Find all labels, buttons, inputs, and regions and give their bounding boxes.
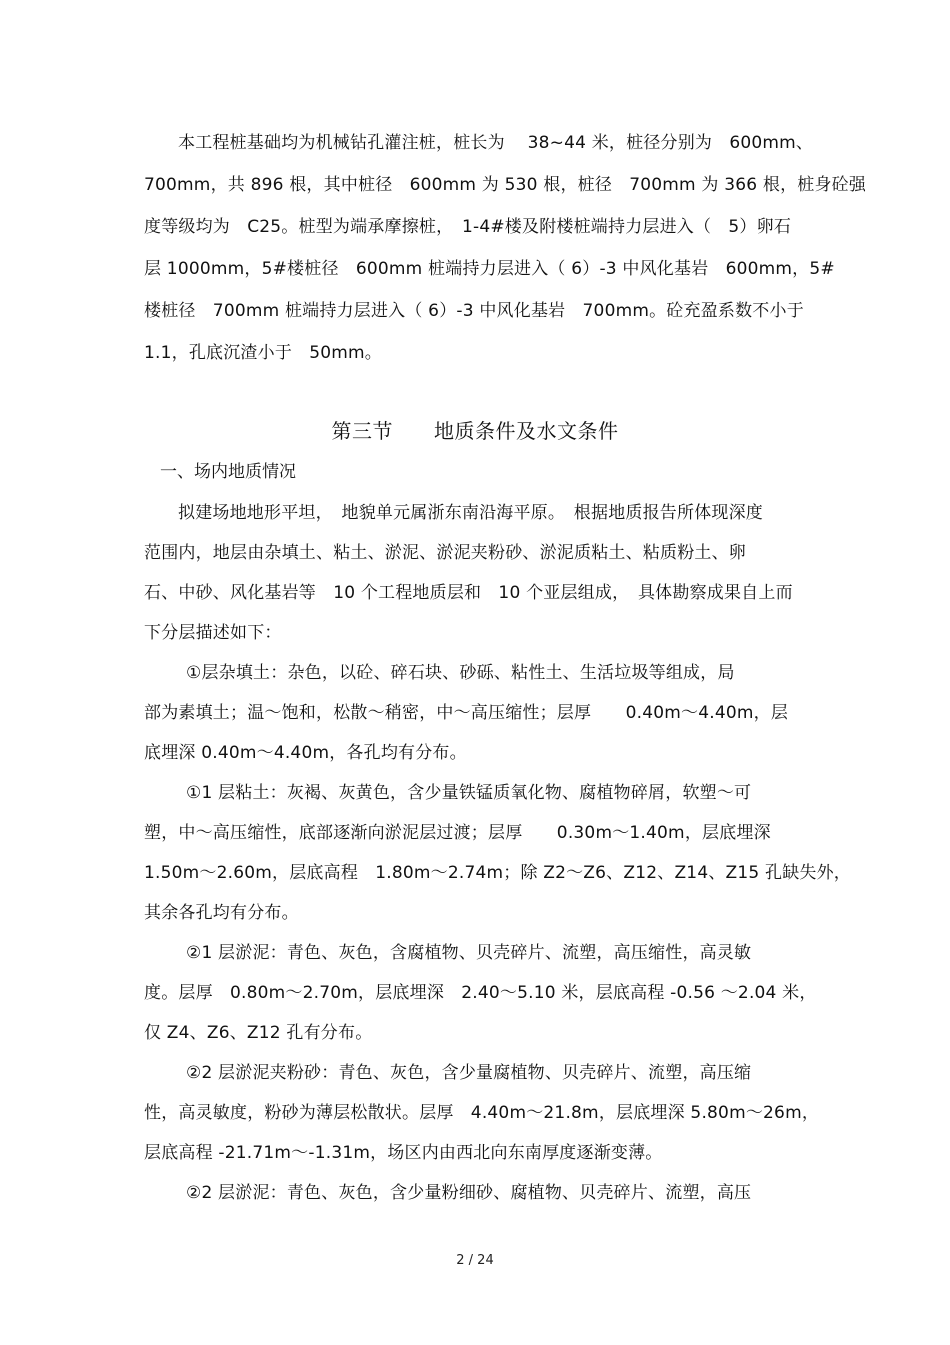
paragraph-line: 下分层描述如下： [144, 623, 282, 643]
paragraph-line: 层底高程 -21.71m～-1.31m，场区内由西北向东南厚度逐渐变薄。 [144, 1143, 663, 1163]
paragraph-line: 仅 Z4、Z6、Z12 孔有分布。 [144, 1023, 373, 1043]
paragraph-line: 性，高灵敏度，粉砂为薄层松散状。层厚 4.40m～21.8m，层底埋深 5.80m～26m， [144, 1103, 820, 1123]
paragraph-line: ②2 层淤泥：青色、灰色，含少量粉细砂、腐植物、贝壳碎片、流塑，高压 [186, 1183, 752, 1203]
paragraph-line: 其余各孔均有分布。 [144, 903, 299, 923]
paragraph-line: 700mm，共 896 根，其中桩径 600mm 为 530 根，桩径 700mm 为 366 根，桩身砼强 [144, 175, 867, 195]
paragraph-line: 1.50m～2.60m，层底高程 1.80m～2.74m；除 Z2～Z6、Z12、Z14、Z15 孔缺失外， [144, 863, 852, 883]
paragraph-line: 本工程桩基础均为机械钻孔灌注桩，桩长为 38~44 米，桩径分别为 600mm、 [178, 133, 814, 153]
paragraph-line: 层 1000mm，5#楼桩径 600mm 桩端持力层进入（ 6）-3 中风化基岩 600mm，5# [144, 259, 835, 279]
paragraph-line: 范围内，地层由杂填土、粘土、淤泥、淤泥夹粉砂、淤泥质粘土、粘质粉土、卵 [144, 543, 746, 563]
section-title: 第三节 地质条件及水文条件 [331, 419, 619, 443]
page-number: 2 / 24 [456, 1253, 494, 1268]
paragraph-line: ②2 层淤泥夹粉砂：青色、灰色，含少量腐植物、贝壳碎片、流塑，高压缩 [186, 1063, 752, 1083]
paragraph-line: 塑，中～高压缩性，底部逐渐向淤泥层过渡；层厚 0.30m～1.40m，层底埋深 [144, 823, 771, 843]
paragraph-line: 拟建场地地形平坦， 地貌单元属浙东南沿海平原。 根据地质报告所体现深度 [178, 503, 763, 523]
section-subtitle: 一、场内地质情况 [160, 462, 296, 482]
paragraph-line: 度。层厚 0.80m～2.70m，层底埋深 2.40～5.10 米，层底高程 -0.56 ～2.04 米， [144, 983, 817, 1003]
paragraph-line: ①层杂填土：杂色，以砼、碎石块、砂砾、粘性土、生活垃圾等组成，局 [186, 663, 735, 683]
paragraph-line: 部为素填土；温～饱和，松散～稍密，中～高压缩性；层厚 0.40m～4.40m，层 [144, 703, 789, 723]
paragraph-line: 1.1，孔底沉渣小于 50mm。 [144, 343, 382, 363]
paragraph-line: 楼桩径 700mm 桩端持力层进入（ 6）-3 中风化基岩 700mm。砼充盈系数不小于 [144, 301, 804, 321]
paragraph-line: ①1 层粘土：灰褐、灰黄色，含少量铁锰质氧化物、腐植物碎屑，软塑～可 [186, 783, 752, 803]
paragraph-line: ②1 层淤泥：青色、灰色，含腐植物、贝壳碎片、流塑，高压缩性，高灵敏 [186, 943, 752, 963]
paragraph-line: 石、中砂、风化基岩等 10 个工程地质层和 10 个亚层组成， 具体勘察成果自上而 [144, 583, 793, 603]
paragraph-line: 度等级均为 C25。桩型为端承摩擦桩， 1-4#楼及附楼桩端持力层进入（ 5）卵石 [144, 217, 792, 237]
paragraph-line: 底埋深 0.40m～4.40m，各孔均有分布。 [144, 743, 467, 763]
